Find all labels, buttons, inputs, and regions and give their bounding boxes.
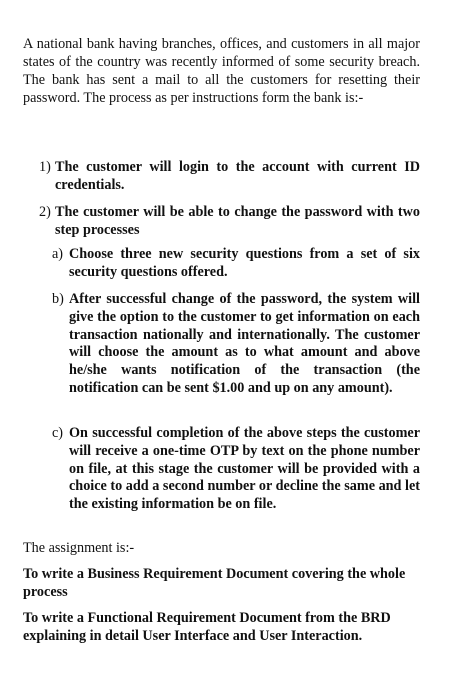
step-1-marker: 1) <box>39 159 51 175</box>
assignment-label: The assignment is:- <box>23 540 135 556</box>
substep-a <box>52 246 420 282</box>
step-2-text: The customer will be able to change the password with two step processes <box>55 204 420 238</box>
substep-b-text: After successful change of the password, the system will give the option to the customer to get information on each transaction nationally and internationally. The customer will choose the amount as to what amount and above he/she wants notification of the transaction (the notification can be sent $1.00 and up on any amount). <box>69 291 420 396</box>
substep-c-text: On successful completion of the above steps the customer will receive a one-time OTP by text on the phone number on file, at this stage the customer will be provided with a choice to add a second number or decline the same and let the existing information be on file. <box>69 425 420 513</box>
step-1 <box>39 159 420 195</box>
step-2 <box>39 204 420 240</box>
substep-b <box>52 291 420 398</box>
intro-paragraph: A national bank having branches, offices, and customers in all major states of the country was recently informed of some security breach. The bank has sent a mail to all the customers for resetting their password. The process as per instructions form the bank is:- <box>23 36 420 106</box>
substep-c <box>52 425 420 514</box>
task-frd: To write a Functional Requirement Document from the BRD explaining in detail User Interface and User Interaction. <box>23 610 391 644</box>
step-2-marker: 2) <box>39 204 51 220</box>
substep-a-text: Choose three new security questions from a set of six security questions offered. <box>69 246 420 280</box>
substep-a-marker: a) <box>52 246 64 262</box>
substep-b-marker: b) <box>52 291 64 307</box>
task-brd: To write a Business Requirement Document covering the whole process <box>23 566 406 600</box>
substep-c-marker: c) <box>52 425 64 441</box>
step-1-text: The customer will login to the account with current ID credentials. <box>55 159 420 193</box>
